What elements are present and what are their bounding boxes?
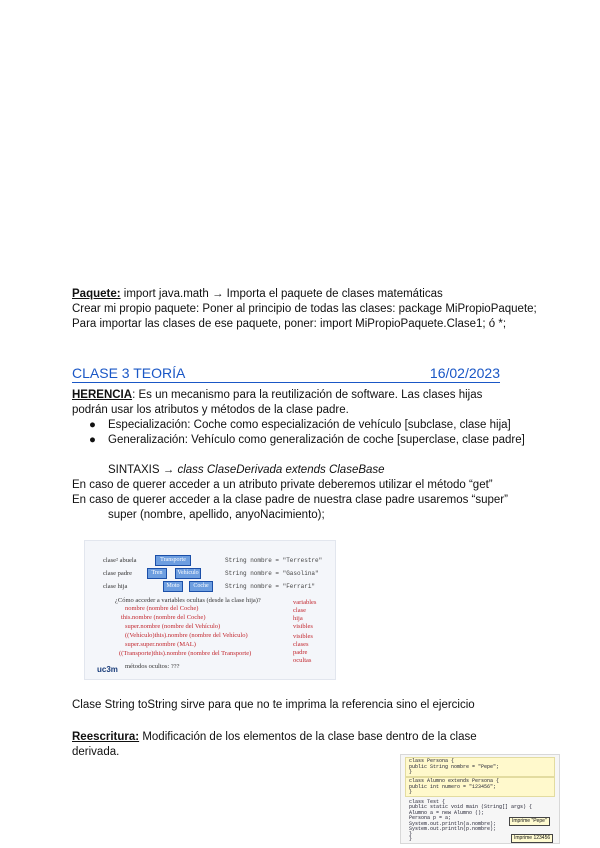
code-line: public static void main (String[] args) {: [409, 804, 533, 810]
slide-item: nombre (nombre del Coche): [125, 605, 199, 612]
code-line: }: [409, 836, 413, 842]
slide-row3-label: clase hija: [103, 583, 128, 590]
code-line: Alumno a = new Alumno ();: [409, 810, 485, 816]
reescritura-label: Reescritura:: [72, 731, 140, 743]
slide-side-note: variables: [293, 599, 317, 606]
slide-bullet-header: ¿Cómo acceder a variables ocultas (desde la clase hija)?: [115, 597, 261, 604]
sintaxis-label: SINTAXIS →: [108, 464, 178, 476]
bullet-item: [89, 418, 511, 432]
code-line: System.out.println(p.nombre);: [409, 826, 497, 832]
sintaxis-super-call: super (nombre, apellido, anyoNacimiento);: [108, 509, 325, 521]
slide-side-note: clases: [293, 641, 309, 648]
sintaxis-super-line: En caso de querer acceder a la clase padre de nuestra clase padre usaremos “super”: [72, 494, 508, 506]
slide-box-vehiculo: Vehículo: [175, 568, 201, 579]
section-title: CLASE 3 TEORÍA: [72, 365, 186, 381]
code-note-numero: Imprime 123456: [511, 834, 553, 843]
slide-side-note: visibles: [293, 623, 313, 630]
section-heading: [72, 364, 500, 383]
slide-row2-label: clase padre: [103, 570, 133, 577]
slide-row3-code: String nombre = "Ferrari": [225, 583, 316, 590]
slide-item: this.nombre (nombre del Coche): [121, 614, 206, 621]
herencia-label: HERENCIA: [72, 389, 133, 401]
slide-side-note: ocultas: [293, 657, 312, 664]
override-code-image: [400, 754, 560, 844]
slide-box-tren: Tren: [147, 568, 167, 579]
slide-side-note: clase: [293, 607, 306, 614]
bullet-text: Generalización: Vehículo como generalización de coche [superclase, clase padre]: [108, 434, 525, 446]
slide-side-note: visibles: [293, 633, 313, 640]
code-line: public int numero = "123456";: [409, 784, 497, 790]
code-note-pepe: Imprime "Pepe": [509, 817, 550, 826]
slide-item: super.nombre (nombre del Vehículo): [125, 623, 221, 630]
code-line: System.out.println(a.nombre);: [409, 821, 497, 827]
uc3m-logo: uc3m: [97, 665, 118, 674]
slide-item: super.super.nombre (MAL): [125, 641, 196, 648]
slide-row1-code: String nombre = "Terrestre": [225, 557, 323, 564]
slide-box-transporte: Transporte: [155, 555, 191, 566]
sintaxis-code: class ClaseDerivada extends ClaseBase: [177, 464, 385, 476]
paquete-line-3: Para importar las clases de ese paquete, poner: import MiPropioPaquete.Clase1; ó *;: [72, 318, 507, 330]
slide-footer: métodos ocultos: ???: [125, 663, 180, 670]
code-line: Persona p = a;: [409, 815, 452, 821]
slide-box-coche: Coche: [189, 581, 213, 592]
paquete-label: Paquete:: [72, 288, 121, 300]
paquete-line-1: [72, 287, 443, 301]
reescritura-text: Modificación de los elementos de la clase base dentro de la clase derivada.: [72, 731, 477, 758]
code-line: public String nombre = "Pepe";: [409, 764, 500, 770]
bullet-item: [89, 433, 525, 447]
slide-item: ((Vehículo)this).nombre (nombre del Vehículo): [125, 632, 248, 639]
sintaxis-line: [108, 463, 385, 477]
paquete-line-2: Crear mi propio paquete: Poner al principio de todas las clases: package MiPropioPaquete;: [72, 303, 537, 315]
slide-row1-label: clase² abuela: [103, 557, 137, 564]
code-line: }: [409, 789, 413, 795]
code-line: class Alumno extends Persona {: [409, 778, 500, 784]
bullet-dot-icon: ●: [89, 419, 96, 431]
slide-side-note: padre: [293, 649, 308, 656]
code-line: class Persona {: [409, 758, 455, 764]
slide-box-moto: Moto: [163, 581, 183, 592]
herencia-text: : Es un mecanismo para la reutilización de software. Las clases hijas podrán usar los atributos y métodos de la clase padre.: [72, 389, 483, 416]
slide-row2-code: String nombre = "Gasolina": [225, 570, 319, 577]
bullet-dot-icon: ●: [89, 434, 96, 446]
inheritance-slide-image: [84, 540, 336, 680]
paquete-text: import java.math → Importa el paquete de clases matemáticas: [120, 288, 443, 300]
code-line: }: [409, 831, 413, 837]
code-line: }: [409, 769, 413, 775]
section-date: 16/02/2023: [429, 365, 500, 381]
slide-item: ((Transporte)this).nombre (nombre del Transporte): [119, 650, 252, 657]
bullet-text: Especialización: Coche como especialización de vehículo [subclase, clase hija]: [108, 419, 511, 431]
code-line: class Test {: [409, 799, 446, 805]
sintaxis-get-line: En caso de querer acceder a un atributo private deberemos utilizar el método “get”: [72, 479, 493, 491]
herencia-paragraph: [72, 388, 512, 418]
slide-side-note: hija: [293, 615, 303, 622]
string-note: Clase String toString sirve para que no te imprima la referencia sino el ejercicio: [72, 699, 475, 711]
